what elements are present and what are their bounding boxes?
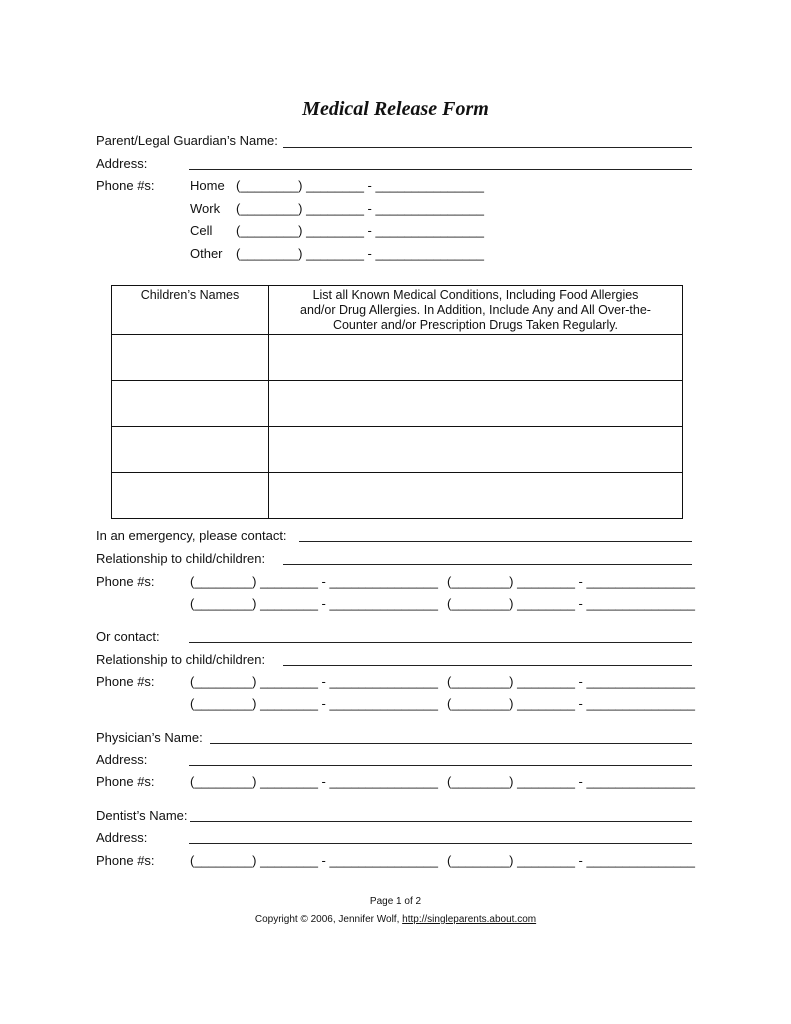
emergency-phone-2[interactable]: (________) ________ - _______________ bbox=[447, 574, 695, 589]
guardian-address-field[interactable] bbox=[189, 169, 692, 170]
physician-phone-2[interactable]: (________) ________ - _______________ bbox=[447, 774, 695, 789]
emergency-relationship-label: Relationship to child/children: bbox=[96, 551, 266, 566]
alternate-phone-2[interactable]: (________) ________ - _______________ bbox=[447, 674, 695, 689]
table-row bbox=[112, 335, 683, 381]
phone-field-cell[interactable]: (________) ________ - _______________ bbox=[236, 223, 484, 238]
emergency-relationship-field[interactable] bbox=[283, 564, 692, 565]
medical-conditions-cell[interactable] bbox=[269, 335, 683, 381]
alternate-phones-label: Phone #s: bbox=[96, 674, 155, 689]
guardian-address-label: Address: bbox=[96, 156, 148, 171]
table-row bbox=[112, 381, 683, 427]
emergency-contact-field[interactable] bbox=[299, 541, 692, 542]
table-header-row bbox=[112, 286, 683, 335]
copyright-line bbox=[0, 914, 791, 925]
alternate-relationship-field[interactable] bbox=[283, 665, 692, 666]
emergency-contact-label: In an emergency, please contact: bbox=[96, 528, 287, 543]
dentist-phones-label: Phone #s: bbox=[96, 853, 155, 868]
dentist-name-field[interactable] bbox=[190, 821, 692, 822]
alternate-phone-3[interactable]: (________) ________ - _______________ bbox=[190, 696, 438, 711]
phone-type-other: Other bbox=[190, 246, 223, 261]
physician-address-field[interactable] bbox=[189, 765, 692, 766]
dentist-address-field[interactable] bbox=[189, 843, 692, 844]
phone-type-home: Home bbox=[190, 178, 225, 193]
emergency-phone-4[interactable]: (________) ________ - _______________ bbox=[447, 596, 695, 611]
phone-type-cell: Cell bbox=[190, 223, 213, 238]
dentist-name-label: Dentist’s Name: bbox=[96, 808, 188, 823]
emergency-phones-label: Phone #s: bbox=[96, 574, 155, 589]
alternate-phone-4[interactable]: (________) ________ - _______________ bbox=[447, 696, 695, 711]
copyright-text: Copyright © 2006, Jennifer Wolf, bbox=[254, 914, 403, 925]
children-medical-table bbox=[111, 285, 683, 519]
alternate-contact-label: Or contact: bbox=[96, 629, 160, 644]
phone-field-home[interactable]: (________) ________ - _______________ bbox=[236, 178, 484, 193]
physician-name-field[interactable] bbox=[210, 743, 692, 744]
physician-phone-1[interactable]: (________) ________ - _______________ bbox=[190, 774, 438, 789]
children-names-header: Children’s Names bbox=[112, 286, 269, 335]
form-title: Medical Release Form bbox=[302, 98, 489, 120]
phone-type-work: Work bbox=[190, 201, 221, 216]
physician-name-label: Physician’s Name: bbox=[96, 730, 203, 745]
guardian-name-label: Parent/Legal Guardian’s Name: bbox=[96, 133, 278, 148]
site-link[interactable]: http://singleparents.about.com bbox=[402, 914, 537, 925]
medical-conditions-header: List all Known Medical Conditions, Including Food Allergies and/or Drug Allergies. In Addition, Include Any and All Over-the-Counter and/or Prescription Drugs Taken Regularly. bbox=[269, 286, 683, 335]
medical-conditions-cell[interactable] bbox=[269, 473, 683, 519]
dentist-phone-2[interactable]: (________) ________ - _______________ bbox=[447, 853, 695, 868]
alternate-relationship-label: Relationship to child/children: bbox=[96, 652, 266, 667]
child-name-cell[interactable] bbox=[112, 427, 269, 473]
guardian-phones-label: Phone #s: bbox=[96, 178, 155, 193]
alternate-phone-1[interactable]: (________) ________ - _______________ bbox=[190, 674, 438, 689]
medical-conditions-cell[interactable] bbox=[269, 381, 683, 427]
child-name-cell[interactable] bbox=[112, 335, 269, 381]
emergency-phone-1[interactable]: (________) ________ - _______________ bbox=[190, 574, 438, 589]
emergency-phone-3[interactable]: (________) ________ - _______________ bbox=[190, 596, 438, 611]
dentist-address-label: Address: bbox=[96, 830, 148, 845]
phone-field-work[interactable]: (________) ________ - _______________ bbox=[236, 201, 484, 216]
child-name-cell[interactable] bbox=[112, 473, 269, 519]
physician-address-label: Address: bbox=[96, 752, 148, 767]
physician-phones-label: Phone #s: bbox=[96, 774, 155, 789]
alternate-contact-field[interactable] bbox=[189, 642, 692, 643]
medical-conditions-cell[interactable] bbox=[269, 427, 683, 473]
guardian-name-field[interactable] bbox=[283, 147, 692, 148]
dentist-phone-1[interactable]: (________) ________ - _______________ bbox=[190, 853, 438, 868]
phone-field-other[interactable]: (________) ________ - _______________ bbox=[236, 246, 484, 261]
table-row bbox=[112, 427, 683, 473]
table-row bbox=[112, 473, 683, 519]
child-name-cell[interactable] bbox=[112, 381, 269, 427]
page-number: Page 1 of 2 bbox=[369, 896, 422, 907]
